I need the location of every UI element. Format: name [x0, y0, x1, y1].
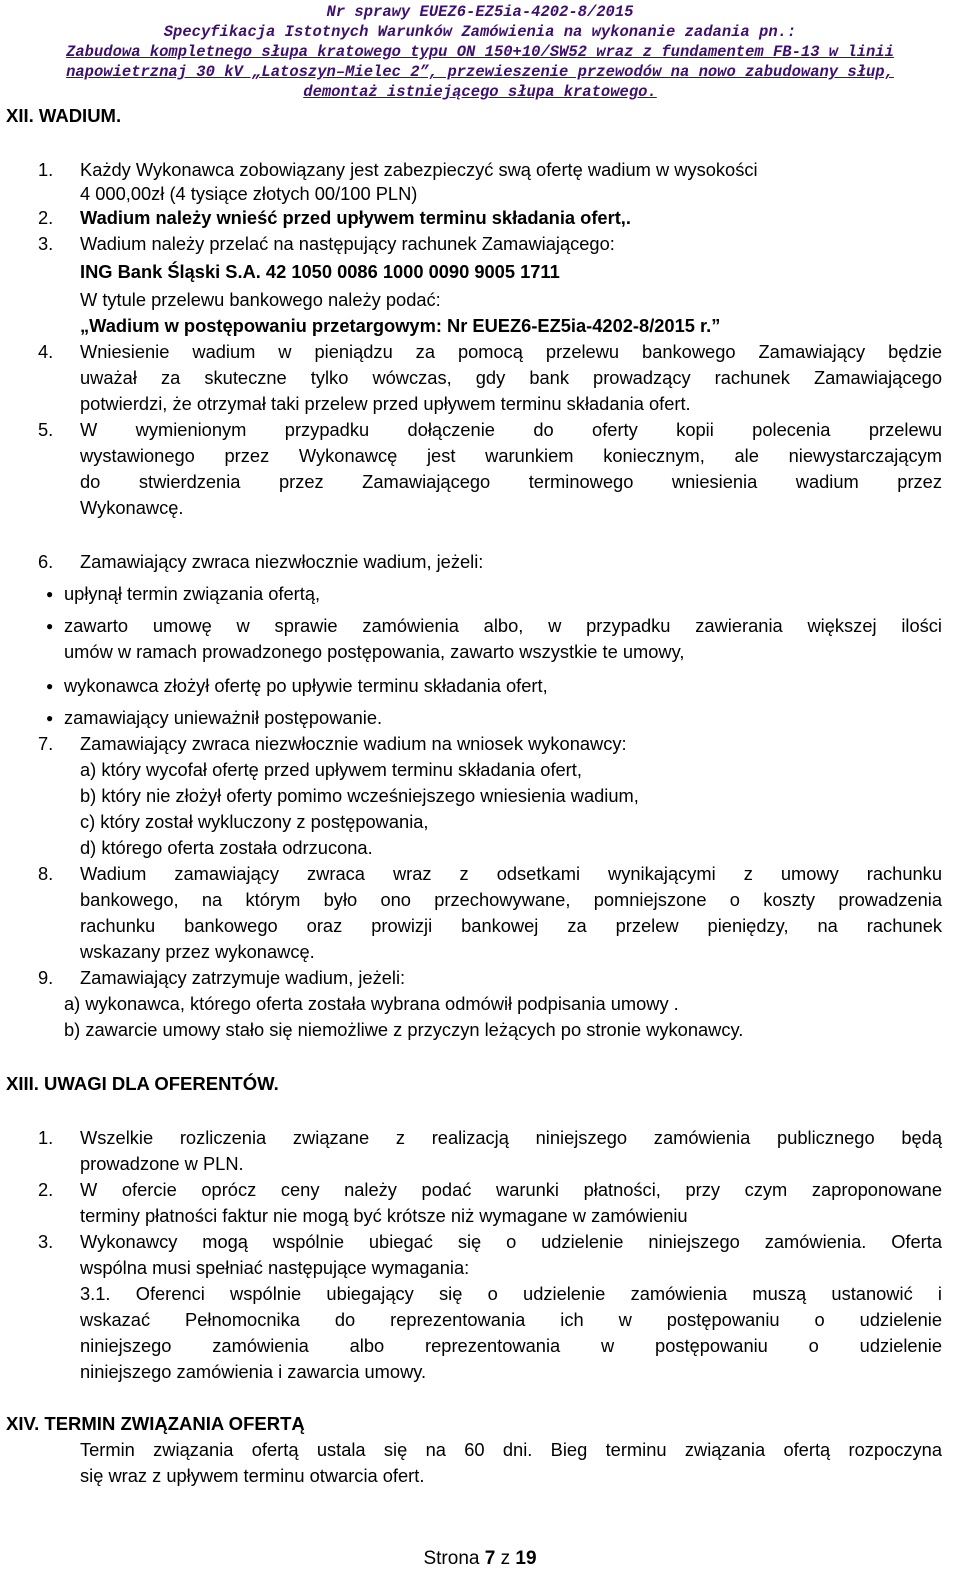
item-text: się wraz z upływem terminu otwarcia ofert. [80, 1465, 425, 1486]
sub-item-text: niniejszego zamówienia i zawarcia umowy. [80, 1361, 427, 1382]
item-number: 2. [38, 1179, 54, 1200]
item-text: Wadium zamawiający zwraca wraz z odsetkami wynikającymi z umowy rachunku [80, 863, 942, 884]
list-item: b) zawarcie umowy stało się niemożliwe z przyczyn leżących po stronie wykonawcy. [64, 1019, 744, 1040]
item-text: 4 000,00zł (4 tysiące złotych 00/100 PLN) [80, 183, 418, 204]
item-text: prowadzone w PLN. [80, 1153, 244, 1174]
item-text: Zamawiający zwraca niezwłocznie wadium, jeżeli: [80, 551, 484, 572]
item-text: Wadium należy wnieść przed upływem terminu składania ofert,. [80, 207, 631, 228]
list-item: zawarto umowę w sprawie zamówienia albo, w przypadku zawierania większej ilości [64, 615, 942, 636]
list-item: wykonawca złożył ofertę po upływie terminu składania ofert, [64, 675, 548, 696]
item-text: wskazany przez wykonawcę. [80, 941, 315, 962]
bullet-icon: ● [46, 619, 54, 633]
list-item: d) którego oferta została odrzucona. [80, 837, 373, 858]
sub-item-text: wskazać Pełnomocnika do reprezentowania ich w postępowaniu o udzielenie [80, 1309, 942, 1330]
list-item: a) który wycofał ofertę przed upływem terminu składania ofert, [80, 759, 582, 780]
item-text: Zamawiający zatrzymuje wadium, jeżeli: [80, 967, 406, 988]
item-text: bankowego, na którym było ono przechowywane, pomniejszone o koszty prowadzenia [80, 889, 942, 910]
item-number: 5. [38, 419, 54, 440]
section-xii-title: XII. WADIUM. [6, 105, 122, 126]
item-number: 6. [38, 551, 54, 572]
item-text: W wymienionym przypadku dołączenie do oferty kopii polecenia przelewu [80, 419, 942, 440]
bullet-icon: ● [46, 587, 54, 601]
item-number: 2. [38, 207, 54, 228]
item-text: Wadium należy przelać na następujący rachunek Zamawiającego: [80, 233, 615, 254]
item-number: 4. [38, 341, 54, 362]
sub-item-text: 3.1. Oferenci wspólnie ubiegający się o udzielenie zamówienia muszą ustanowić i [80, 1283, 942, 1304]
item-text: terminy płatności faktur nie mogą być krótsze niż wymagane w zamówieniu [80, 1205, 688, 1226]
list-item: a) wykonawca, którego oferta została wybrana odmówił podpisania umowy . [64, 993, 679, 1014]
item-number: 1. [38, 1127, 54, 1148]
list-item: c) który został wykluczony z postępowania, [80, 811, 429, 832]
footer-separator: z [500, 1548, 511, 1569]
item-text: Wykonawcy mogą wspólnie ubiegać się o udzielenie niniejszego zamówienia. Oferta [80, 1231, 942, 1252]
item-text: wspólna musi spełniać następujące wymagania: [80, 1257, 470, 1278]
item-text: potwierdzi, że otrzymał taki przelew przed upływem terminu składania ofert. [80, 393, 691, 414]
header-spec-title: Specyfikacja Istotnych Warunków Zamówienia na wykonanie zadania pn.: [163, 23, 797, 41]
item-text: W ofercie oprócz ceny należy podać warunki płatności, przy czym zaproponowane [80, 1179, 942, 1200]
list-item: upłynął termin związania ofertą, [64, 583, 321, 604]
item-text: Termin związania ofertą ustala się na 60 dni. Bieg terminu związania ofertą rozpoczyna [80, 1439, 942, 1460]
item-text: Każdy Wykonawca zobowiązany jest zabezpieczyć swą ofertę wadium w wysokości [80, 159, 758, 180]
footer-page-total: 19 [515, 1548, 537, 1569]
bullet-icon: ● [46, 711, 54, 725]
item-number: 3. [38, 233, 54, 254]
header-task-line-1: Zabudowa kompletnego słupa kratowego typu ON 150+10/SW52 wraz z fundamentem FB-13 w linii [66, 43, 894, 61]
item-text: Wszelkie rozliczenia związane z realizacją niniejszego zamówienia publicznego będą [80, 1127, 942, 1148]
item-number: 3. [38, 1231, 54, 1252]
header-task-line-3: demontaż istniejącego słupa kratowego. [303, 83, 657, 101]
item-text: Wniesienie wadium w pieniądzu za pomocą przelewu bankowego Zamawiający będzie [80, 341, 942, 362]
header-case-number: Nr sprawy EUEZ6-EZ5ia-4202-8/2015 [326, 3, 634, 21]
item-number: 9. [38, 967, 54, 988]
item-number: 8. [38, 863, 54, 884]
item-text: W tytule przelewu bankowego należy podać: [80, 289, 441, 310]
transfer-title: „Wadium w postępowaniu przetargowym: Nr EUEZ6-EZ5ia-4202-8/2015 r.” [80, 315, 721, 336]
item-text: do stwierdzenia przez Zamawiającego terminowego wniesienia wadium przez [80, 471, 942, 492]
item-number: 7. [38, 733, 54, 754]
footer-prefix: Strona [423, 1548, 480, 1569]
list-item: b) który nie złożył oferty pomimo wcześniejszego wniesienia wadium, [80, 785, 639, 806]
bank-account: ING Bank Śląski S.A. 42 1050 0086 1000 0090 9005 1711 [80, 261, 560, 282]
bullet-icon: ● [46, 679, 54, 693]
header-task-line-2: napowietrznaj 30 kV „Latoszyn–Mielec 2”, przewieszenie przewodów na nowo zabudowany słup, [66, 63, 894, 81]
item-text: uważał za skuteczne tylko wówczas, gdy bank prowadzący rachunek Zamawiającego [80, 367, 942, 388]
list-item: umów w ramach prowadzonego postępowania, zawarto wszystkie te umowy, [64, 641, 685, 662]
item-text: Wykonawcę. [80, 497, 184, 518]
sub-item-text: niniejszego zamówienia albo reprezentowania w postępowaniu o udzielenie [80, 1335, 942, 1356]
item-text: Zamawiający zwraca niezwłocznie wadium na wniosek wykonawcy: [80, 733, 627, 754]
item-text: wystawionego przez Wykonawcę jest warunkiem koniecznym, ale niewystarczającym [80, 445, 942, 466]
footer-page-number: 7 [484, 1548, 496, 1569]
page-footer [0, 1547, 960, 1571]
item-text: rachunku bankowego oraz prowizji bankowej za przelew pieniędzy, na rachunek [80, 915, 942, 936]
list-item: zamawiający unieważnił postępowanie. [64, 707, 383, 728]
section-xiii-title: XIII. UWAGI DLA OFERENTÓW. [6, 1073, 279, 1094]
item-number: 1. [38, 159, 54, 180]
section-xiv-title: XIV. TERMIN ZWIĄZANIA OFERTĄ [6, 1413, 305, 1434]
